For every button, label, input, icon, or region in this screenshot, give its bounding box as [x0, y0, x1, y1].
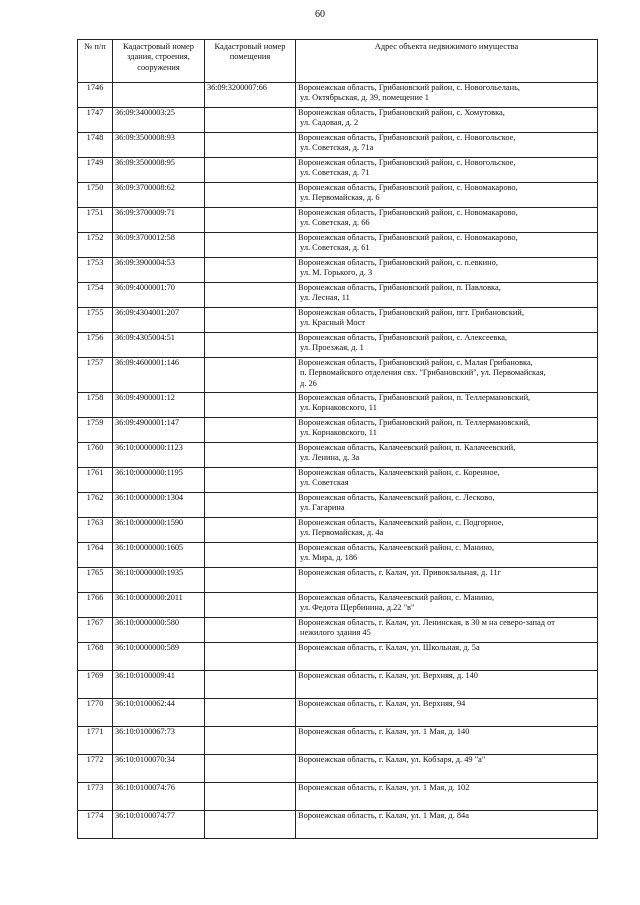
property-address — [296, 258, 598, 283]
table-row — [78, 183, 598, 208]
row-number: 1761 — [78, 468, 113, 493]
property-address — [296, 727, 598, 755]
table-row — [78, 543, 598, 568]
property-address — [296, 493, 598, 518]
address-line: Воронежская область, Грибановский район, пгт. Грибановский, — [298, 308, 524, 317]
row-number: 1766 — [78, 593, 113, 618]
address-line: Воронежская область, Грибановский район, с. Новомакарово, — [298, 233, 518, 242]
property-address — [296, 83, 598, 108]
room-cadastral-number — [205, 593, 296, 618]
table-header — [78, 40, 598, 83]
building-cadastral-number: 36:10:0100009:41 — [113, 671, 205, 699]
table-row — [78, 493, 598, 518]
property-address — [296, 333, 598, 358]
building-cadastral-number: 36:10:0100074:76 — [113, 783, 205, 811]
property-address — [296, 568, 598, 593]
address-line: ул. Октябрьская, д. 39, помещение 1 — [300, 93, 429, 103]
row-number: 1747 — [78, 108, 113, 133]
address-line: Воронежская область, Калачеевский район, с. Коренное, — [298, 468, 500, 477]
row-number: 1756 — [78, 333, 113, 358]
address-line: Воронежская область, г. Калач, ул. Верхняя, д. 140 — [298, 671, 478, 680]
address-line: ул. Ленина, д. 3а — [300, 453, 360, 463]
row-number: 1746 — [78, 83, 113, 108]
row-number: 1753 — [78, 258, 113, 283]
table-row — [78, 158, 598, 183]
address-line: Воронежская область, Грибановский район, п. Теллермановский, — [298, 393, 531, 402]
address-line: Воронежская область, г. Калач, ул. 1 Мая, д. 102 — [298, 783, 470, 792]
row-number: 1771 — [78, 727, 113, 755]
building-cadastral-number: 36:10:0000000:580 — [113, 618, 205, 643]
building-cadastral-number — [113, 83, 205, 108]
room-cadastral-number — [205, 618, 296, 643]
room-cadastral-number — [205, 208, 296, 233]
table-row — [78, 443, 598, 468]
room-cadastral-number — [205, 643, 296, 671]
row-number: 1751 — [78, 208, 113, 233]
address-line: Воронежская область, г. Калач, ул. Привокзальная, д. 11г — [298, 568, 501, 577]
column-header-address: Адрес объекта недвижимого имущества — [296, 40, 598, 83]
building-cadastral-number: 36:09:4000001:70 — [113, 283, 205, 308]
address-line: ул. Советская, д. 61 — [300, 243, 370, 253]
room-cadastral-number — [205, 468, 296, 493]
row-number: 1748 — [78, 133, 113, 158]
property-address — [296, 443, 598, 468]
column-header-number: № п/п — [78, 40, 113, 83]
building-cadastral-number: 36:09:4900001:12 — [113, 393, 205, 418]
address-line: ул. Первомайская, д. 4а — [300, 528, 384, 538]
address-line: Воронежская область, Грибановский район, с. Новомакарово, — [298, 183, 518, 192]
address-line: ул. Корнаковского, 11 — [300, 403, 377, 413]
table-row — [78, 283, 598, 308]
address-line: Воронежская область, Грибановский район, с. Алексеевка, — [298, 333, 508, 342]
address-line: ул. Советская, д. 71а — [300, 143, 374, 153]
address-line: Воронежская область, Калачеевский район, с. Манино, — [298, 543, 495, 552]
building-cadastral-number: 36:10:0100074:77 — [113, 811, 205, 839]
address-line: ул. Гагарина — [300, 503, 345, 513]
address-line: Воронежская область, Калачеевский район, с. Подгорное, — [298, 518, 504, 527]
address-line: ул. Мира, д. 186 — [300, 553, 358, 563]
building-cadastral-number: 36:10:0000000:589 — [113, 643, 205, 671]
address-line: ул. Федота Щербинина, д.22 "в" — [300, 603, 415, 613]
room-cadastral-number — [205, 233, 296, 258]
property-address — [296, 593, 598, 618]
row-number: 1760 — [78, 443, 113, 468]
room-cadastral-number — [205, 258, 296, 283]
row-number: 1759 — [78, 418, 113, 443]
property-address — [296, 699, 598, 727]
building-cadastral-number: 36:10:0100067:73 — [113, 727, 205, 755]
building-cadastral-number: 36:10:0000000:2011 — [113, 593, 205, 618]
room-cadastral-number — [205, 699, 296, 727]
address-line: ул. Корнаковского, 11 — [300, 428, 377, 438]
room-cadastral-number — [205, 671, 296, 699]
row-number: 1773 — [78, 783, 113, 811]
room-cadastral-number — [205, 308, 296, 333]
room-cadastral-number — [205, 108, 296, 133]
address-line: ул. М. Горького, д. 3 — [300, 268, 373, 278]
table-row — [78, 358, 598, 393]
address-line: Воронежская область, г. Калач, ул. Верхняя, 94 — [298, 699, 466, 708]
table-body — [78, 83, 598, 839]
building-cadastral-number: 36:09:3700009:71 — [113, 208, 205, 233]
row-number: 1763 — [78, 518, 113, 543]
property-address — [296, 755, 598, 783]
room-cadastral-number — [205, 183, 296, 208]
page-number: 60 — [315, 9, 325, 20]
building-cadastral-number: 36:10:0000000:1605 — [113, 543, 205, 568]
property-address — [296, 618, 598, 643]
address-line: Воронежская область, Калачеевский район, с. Лесково, — [298, 493, 495, 502]
property-address — [296, 393, 598, 418]
building-cadastral-number: 36:10:0000000:1304 — [113, 493, 205, 518]
room-cadastral-number — [205, 133, 296, 158]
address-line: Воронежская область, Грибановский район, с. Новомакарово, — [298, 208, 518, 217]
address-line: Воронежская область, Грибановский район, с. Малая Грибановка, — [298, 358, 533, 367]
property-address — [296, 158, 598, 183]
address-line: Воронежская область, Грибановский район, с. Новогольское, — [298, 158, 516, 167]
building-cadastral-number: 36:09:3500008:93 — [113, 133, 205, 158]
row-number: 1755 — [78, 308, 113, 333]
building-cadastral-number: 36:09:4304001:207 — [113, 308, 205, 333]
room-cadastral-number — [205, 418, 296, 443]
room-cadastral-number — [205, 543, 296, 568]
address-line: Воронежская область, г. Калач, ул. 1 Мая, д. 84а — [298, 811, 469, 820]
address-line: Воронежская область, г. Калач, ул. 1 Мая, д. 140 — [298, 727, 470, 736]
address-line: Воронежская область, г. Калач, ул. Кобзаря, д. 49 "а" — [298, 755, 486, 764]
property-address — [296, 233, 598, 258]
address-line: Воронежская область, Калачеевский район, п. Калачеевский, — [298, 443, 516, 452]
building-cadastral-number: 36:10:0100062:44 — [113, 699, 205, 727]
building-cadastral-number: 36:10:0000000:1590 — [113, 518, 205, 543]
building-cadastral-number: 36:10:0000000:1935 — [113, 568, 205, 593]
building-cadastral-number: 36:09:3900004:53 — [113, 258, 205, 283]
address-line: д. 26 — [300, 378, 317, 388]
row-number: 1754 — [78, 283, 113, 308]
building-cadastral-number: 36:09:3700012:58 — [113, 233, 205, 258]
address-line: Воронежская область, Калачеевский район, с. Манино, — [298, 593, 495, 602]
building-cadastral-number: 36:09:3500008:95 — [113, 158, 205, 183]
column-header-building-cadastral: Кадастровый номер здания, строения, сооружения — [113, 40, 205, 83]
room-cadastral-number: 36:09:3200007:66 — [205, 83, 296, 108]
building-cadastral-number: 36:10:0000000:1195 — [113, 468, 205, 493]
address-line: Воронежская область, Грибановский район, с. п.евкино, — [298, 258, 498, 267]
room-cadastral-number — [205, 783, 296, 811]
property-address — [296, 783, 598, 811]
table-row — [78, 755, 598, 783]
table-row — [78, 333, 598, 358]
property-address — [296, 643, 598, 671]
building-cadastral-number: 36:10:0100070:34 — [113, 755, 205, 783]
table-row — [78, 618, 598, 643]
table-row — [78, 258, 598, 283]
address-line: ул. Проезжая, д. 1 — [300, 343, 364, 353]
building-cadastral-number: 36:09:4600001:146 — [113, 358, 205, 393]
address-line: ул. Лесная, 11 — [300, 293, 350, 303]
room-cadastral-number — [205, 568, 296, 593]
table-row — [78, 518, 598, 543]
building-cadastral-number: 36:09:3700008:62 — [113, 183, 205, 208]
table-row — [78, 108, 598, 133]
table-row — [78, 671, 598, 699]
address-line: ул. Красный Мост — [300, 318, 366, 328]
building-cadastral-number: 36:09:3400003:25 — [113, 108, 205, 133]
property-address — [296, 108, 598, 133]
property-address — [296, 811, 598, 839]
row-number: 1764 — [78, 543, 113, 568]
table-row — [78, 593, 598, 618]
row-number: 1758 — [78, 393, 113, 418]
table-row — [78, 308, 598, 333]
row-number: 1767 — [78, 618, 113, 643]
row-number: 1774 — [78, 811, 113, 839]
room-cadastral-number — [205, 333, 296, 358]
table-row — [78, 233, 598, 258]
room-cadastral-number — [205, 158, 296, 183]
address-line: Воронежская область, Грибановский район, п. Теллермановский, — [298, 418, 531, 427]
building-cadastral-number: 36:10:0000000:1123 — [113, 443, 205, 468]
row-number: 1770 — [78, 699, 113, 727]
address-line: п. Первомайского отделения свх. "Грибановский", ул. Первомайская, — [300, 368, 546, 378]
address-line: ул. Садовая, д. 2 — [300, 118, 359, 128]
room-cadastral-number — [205, 518, 296, 543]
property-address — [296, 418, 598, 443]
table-row — [78, 418, 598, 443]
address-line: Воронежская область, Грибановский район, с. Новогольское, — [298, 133, 516, 142]
table-row — [78, 811, 598, 839]
table-row — [78, 568, 598, 593]
row-number: 1750 — [78, 183, 113, 208]
address-line: Воронежская область, г. Калач, ул. Ленинская, в 30 м на северо-запад от — [298, 618, 555, 627]
room-cadastral-number — [205, 393, 296, 418]
property-address — [296, 308, 598, 333]
row-number: 1769 — [78, 671, 113, 699]
property-address — [296, 543, 598, 568]
address-line: Воронежская область, Грибановский район, с. Хомутовка, — [298, 108, 505, 117]
row-number: 1772 — [78, 755, 113, 783]
address-line: Воронежская область, Грибановский район, п. Павловка, — [298, 283, 501, 292]
address-line: ул. Первомайская, д. 6 — [300, 193, 380, 203]
table-row — [78, 393, 598, 418]
table-row — [78, 783, 598, 811]
room-cadastral-number — [205, 358, 296, 393]
address-line: Воронежская область, Грибановский район, с. Новогольелань, — [298, 83, 520, 92]
address-line: ул. Советская, д. 71 — [300, 168, 370, 178]
table-row — [78, 83, 598, 108]
table-row — [78, 699, 598, 727]
row-number: 1749 — [78, 158, 113, 183]
address-line: нежилого здания 45 — [300, 628, 371, 638]
property-address — [296, 671, 598, 699]
room-cadastral-number — [205, 443, 296, 468]
building-cadastral-number: 36:09:4305004:51 — [113, 333, 205, 358]
row-number: 1752 — [78, 233, 113, 258]
address-line: ул. Советская, д. 66 — [300, 218, 370, 228]
property-registry-table — [77, 39, 598, 839]
column-header-room-cadastral: Кадастровый номер помещения — [205, 40, 296, 83]
property-address — [296, 208, 598, 233]
row-number: 1762 — [78, 493, 113, 518]
table-row — [78, 133, 598, 158]
table-row — [78, 727, 598, 755]
table-row — [78, 468, 598, 493]
room-cadastral-number — [205, 755, 296, 783]
property-address — [296, 183, 598, 208]
property-address — [296, 283, 598, 308]
table-row — [78, 208, 598, 233]
property-address — [296, 133, 598, 158]
room-cadastral-number — [205, 727, 296, 755]
table-header-row — [78, 40, 598, 83]
row-number: 1757 — [78, 358, 113, 393]
property-address — [296, 518, 598, 543]
row-number: 1765 — [78, 568, 113, 593]
row-number: 1768 — [78, 643, 113, 671]
building-cadastral-number: 36:09:4900001:147 — [113, 418, 205, 443]
property-address — [296, 358, 598, 393]
room-cadastral-number — [205, 283, 296, 308]
room-cadastral-number — [205, 493, 296, 518]
room-cadastral-number — [205, 811, 296, 839]
address-line: Воронежская область, г. Калач, ул. Школьная, д. 5а — [298, 643, 480, 652]
table-row — [78, 643, 598, 671]
property-address — [296, 468, 598, 493]
address-line: ул. Советская — [300, 478, 349, 488]
